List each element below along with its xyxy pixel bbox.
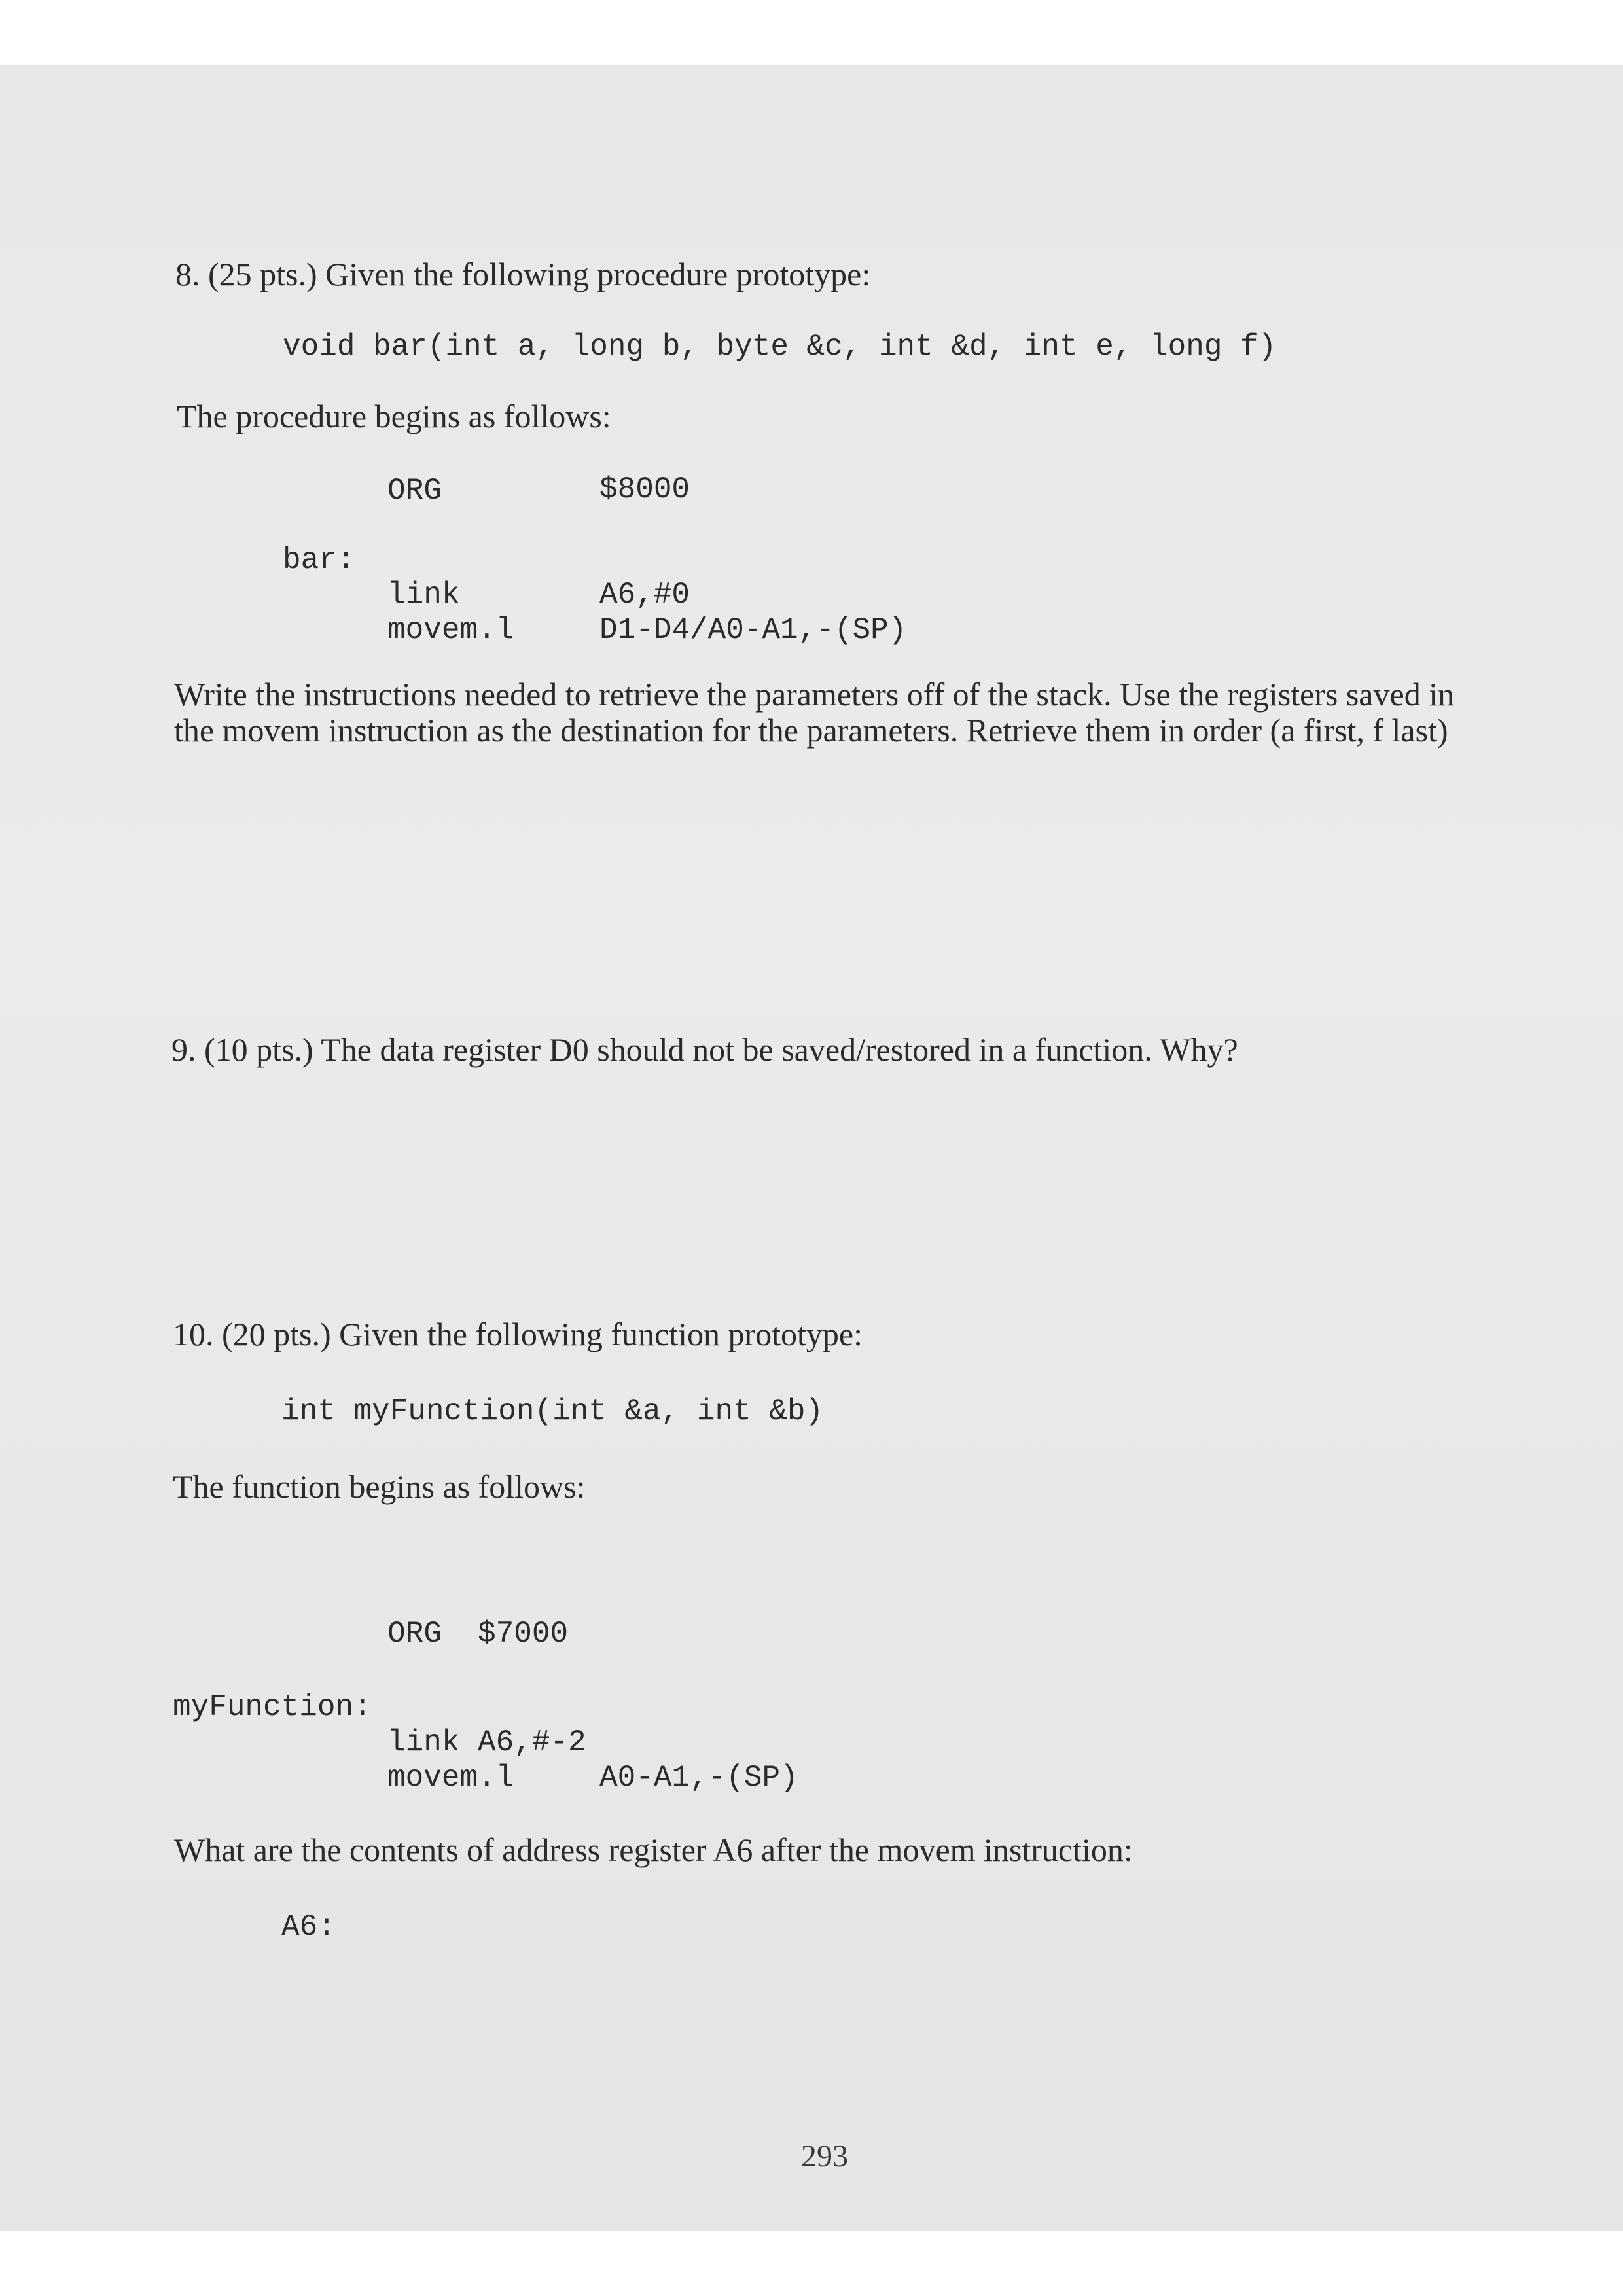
q8-instr2-op: movem.l	[387, 613, 514, 647]
q9-heading: 9. (10 pts.) The data register D0 should not be saved/restored in a function. Why?	[171, 1031, 1238, 1068]
q10-org-line: ORG $7000	[387, 1617, 569, 1651]
q10-question: What are the contents of address register A6 after the movem instruction:	[174, 1831, 1133, 1868]
q8-org-directive: ORG	[387, 474, 442, 508]
q10-begins-text: The function begins as follows:	[173, 1468, 586, 1505]
q10-prototype: int myFunction(int &a, int &b)	[281, 1394, 824, 1428]
q8-prototype: void bar(int a, long b, byte &c, int &d, int e, long f)	[283, 330, 1277, 364]
q8-heading: 8. (25 pts.) Given the following procedure prototype:	[175, 256, 871, 292]
q10-answer-label: A6:	[281, 1910, 336, 1944]
q10-instr1: link A6,#-2	[387, 1725, 586, 1759]
q8-instr1-args: A6,#0	[599, 578, 690, 612]
q10-instr2-args: A0-A1,-(SP)	[599, 1761, 798, 1795]
q8-instructions: Write the instructions needed to retrieve the parameters off of the stack. Use the registers saved in the movem instruction as the destination for the parameters. Retrieve them in order (a first, f last)	[174, 676, 1455, 749]
q8-begins-text: The procedure begins as follows:	[177, 398, 611, 434]
q8-org-value: $8000	[599, 472, 690, 506]
q8-instr2-args: D1-D4/A0-A1,-(SP)	[599, 613, 907, 647]
q8-instr1-op: link	[387, 578, 460, 612]
q10-instr2-op: movem.l	[387, 1761, 514, 1795]
exam-page	[0, 65, 1623, 2231]
q8-label: bar:	[283, 543, 355, 577]
page-number: 293	[801, 2139, 848, 2174]
q10-heading: 10. (20 pts.) Given the following function prototype:	[173, 1316, 863, 1352]
q10-label: myFunction:	[173, 1690, 372, 1724]
